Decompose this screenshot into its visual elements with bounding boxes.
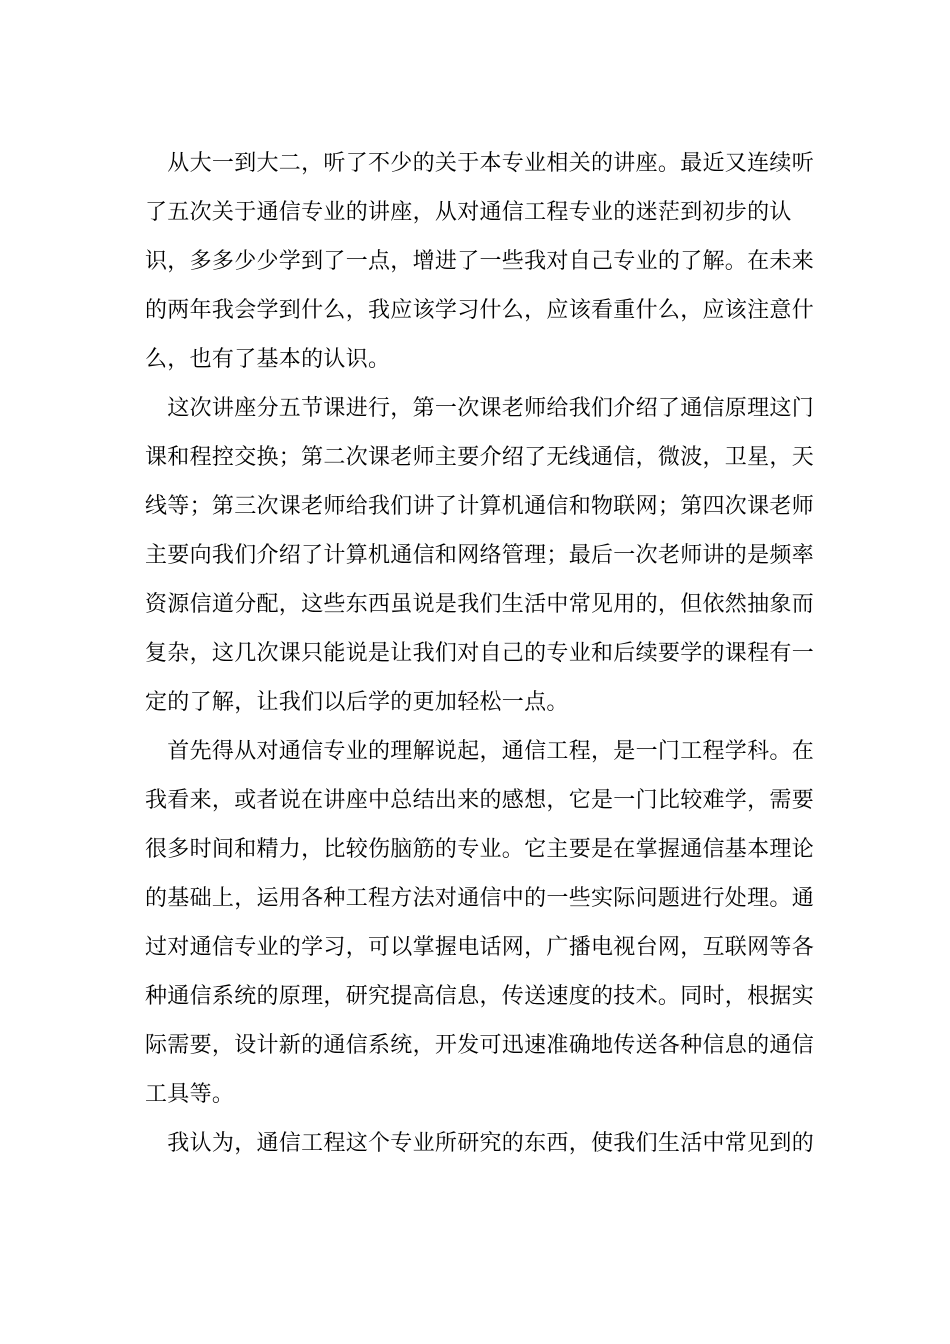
paragraph-line: 课和程控交换；第二次课老师主要介绍了无线通信，微波，卫星，天 bbox=[145, 445, 815, 470]
paragraph-line: 我看来，或者说在讲座中总结出来的感想，它是一门比较难学，需要 bbox=[145, 788, 815, 813]
paragraph-1 bbox=[145, 139, 815, 384]
paragraph-line: 资源信道分配，这些东西虽说是我们生活中常见用的，但依然抽象而 bbox=[145, 592, 815, 617]
paragraph-line: 定的了解，让我们以后学的更加轻松一点。 bbox=[145, 690, 569, 715]
paragraph-line: 的基础上，运用各种工程方法对通信中的一些实际问题进行处理。通 bbox=[145, 886, 815, 911]
paragraph-line: 这次讲座分五节课进行，第一次课老师给我们介绍了通信原理这门 bbox=[145, 396, 815, 421]
paragraph-line: 际需要，设计新的通信系统，开发可迅速准确地传送各种信息的通信 bbox=[145, 1033, 815, 1058]
paragraph-2 bbox=[145, 384, 815, 727]
document-body bbox=[145, 139, 815, 1168]
paragraph-line: 过对通信专业的学习，可以掌握电话网，广播电视台网，互联网等各 bbox=[145, 935, 815, 960]
paragraph-line: 线等；第三次课老师给我们讲了计算机通信和物联网；第四次课老师 bbox=[145, 494, 815, 519]
paragraph-line: 了五次关于通信专业的讲座，从对通信工程专业的迷茫到初步的认 bbox=[145, 200, 792, 225]
paragraph-line: 的两年我会学到什么，我应该学习什么，应该看重什么，应该注意什 bbox=[145, 298, 815, 323]
paragraph-line: 工具等。 bbox=[145, 1082, 235, 1107]
paragraph-line: 很多时间和精力，比较伤脑筋的专业。它主要是在掌握通信基本理论 bbox=[145, 837, 815, 862]
paragraph-line: 首先得从对通信专业的理解说起，通信工程，是一门工程学科。在 bbox=[145, 739, 815, 764]
paragraph-line: 从大一到大二，听了不少的关于本专业相关的讲座。最近又连续听 bbox=[145, 151, 815, 176]
paragraph-line: 种通信系统的原理，研究提高信息，传送速度的技术。同时，根据实 bbox=[145, 984, 815, 1009]
paragraph-line: 复杂，这几次课只能说是让我们对自己的专业和后续要学的课程有一 bbox=[145, 641, 815, 666]
paragraph-line: 我认为，通信工程这个专业所研究的东西，使我们生活中常见到的 bbox=[145, 1131, 815, 1156]
paragraph-line: 么，也有了基本的认识。 bbox=[145, 347, 391, 372]
paragraph-line: 主要向我们介绍了计算机通信和网络管理；最后一次老师讲的是频率 bbox=[145, 543, 815, 568]
paragraph-line: 识，多多少少学到了一点，增进了一些我对自己专业的了解。在未来 bbox=[145, 249, 815, 274]
paragraph-4 bbox=[145, 1119, 815, 1168]
paragraph-3 bbox=[145, 727, 815, 1119]
